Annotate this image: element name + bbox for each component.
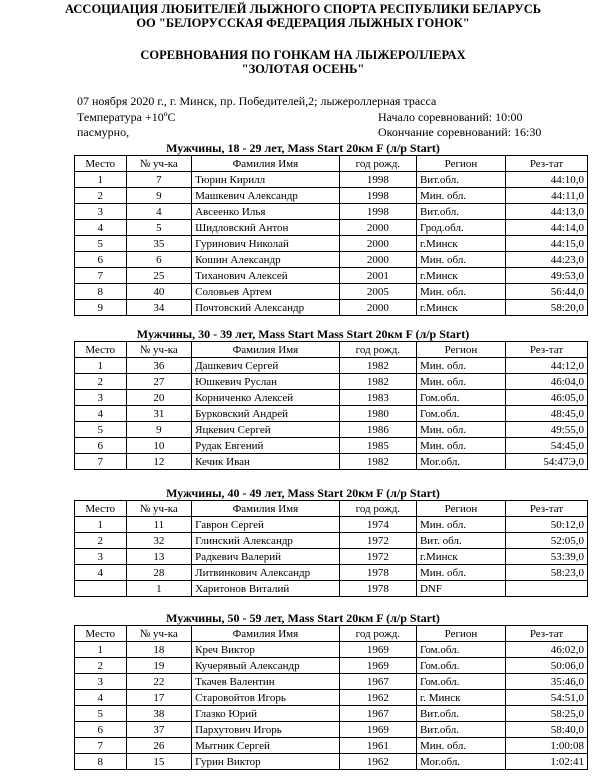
table-cell: Мин. обл. [416,422,505,438]
table-cell: 58:40,0 [505,722,587,738]
table-cell: Гом.обл. [416,658,505,674]
table-cell: 1969 [339,642,416,658]
column-header: № уч-ка [126,501,192,517]
table-cell: Авсеенко Илья [192,204,340,220]
table-row [75,284,588,300]
column-header: Фамилия Имя [192,342,340,358]
column-header: Регион [416,501,505,517]
table-cell: 2 [75,374,127,390]
table-cell: 44:11,0 [505,188,587,204]
table-cell: 25 [126,268,192,284]
table-cell: Мог.обл. [416,754,505,770]
table-cell: Гурин Виктор [192,754,340,770]
table-cell: 2 [75,658,127,674]
table-header-row [75,501,588,517]
table-row [75,252,588,268]
table-cell: г.Минск [416,236,505,252]
column-header: Место [75,501,127,517]
table-cell: 2 [75,533,127,549]
table-cell: 40 [126,284,192,300]
table-cell: 1962 [339,690,416,706]
column-header: Регион [416,342,505,358]
table-cell: 1982 [339,454,416,470]
table-cell: 49:55,0 [505,422,587,438]
table-cell: Мытник Сергей [192,738,340,754]
table-cell: г.Минск [416,549,505,565]
table-cell: Кошин Александр [192,252,340,268]
table-row [75,533,588,549]
table-cell: 7 [75,268,127,284]
table-cell: 5 [75,236,127,252]
table-cell: 6 [75,438,127,454]
table-cell: Креч Виктор [192,642,340,658]
table-cell: 44:13,0 [505,204,587,220]
table-row [75,220,588,236]
table-cell: 46:04,0 [505,374,587,390]
table-cell: 3 [75,204,127,220]
table-cell: 1962 [339,754,416,770]
table-cell: Юшкевич Руслан [192,374,340,390]
section-title: Мужчины, 50 - 59 лет, Mass Start 20км F (л/р Start) [166,611,440,625]
table-cell: DNF [416,581,505,597]
table-row [75,674,588,690]
table-row [75,581,588,597]
table-cell: 44:12,0 [505,358,587,374]
table-header-row [75,156,588,172]
table-cell: Мин. обл. [416,565,505,581]
table-cell: 53:39,0 [505,549,587,565]
table-cell: 10 [126,438,192,454]
table-cell: Радкевич Валерий [192,549,340,565]
table-cell: 12 [126,454,192,470]
column-header: № уч-ка [126,156,192,172]
table-cell: 1986 [339,422,416,438]
federation-title-line1: АССОЦИАЦИЯ ЛЮБИТЕЛЕЙ ЛЫЖНОГО СПОРТА РЕСПУБЛИКИ БЕЛАРУСЬ [64,2,541,16]
table-cell: 1983 [339,390,416,406]
table-cell: 2000 [339,300,416,316]
event-start-time: Начало соревнований: 10:00 [378,110,523,124]
table-cell: 20 [126,390,192,406]
table-cell: 1974 [339,517,416,533]
table-cell: 1978 [339,581,416,597]
table-cell: 1967 [339,706,416,722]
table-cell: Почтовский Александр [192,300,340,316]
results-table [74,625,588,770]
table-cell: 1969 [339,658,416,674]
table-cell: 9 [126,422,192,438]
column-header: Место [75,156,127,172]
table-row [75,300,588,316]
table-cell: 1998 [339,204,416,220]
table-cell: 38 [126,706,192,722]
column-header: Регион [416,626,505,642]
table-cell: 35 [126,236,192,252]
table-cell: 2005 [339,284,416,300]
results-table [74,341,588,470]
table-cell: 8 [75,754,127,770]
table-row [75,454,588,470]
table-cell: 7 [75,454,127,470]
table-cell: 1 [75,358,127,374]
table-cell: 46:02,0 [505,642,587,658]
table-cell: 1967 [339,674,416,690]
event-date-place: 07 ноября 2020 г., г. Минск, пр. Победителей,2; лыжероллерная трасса [77,94,437,108]
table-cell: Тиханович Алексей [192,268,340,284]
table-row [75,188,588,204]
table-cell: Мин. обл. [416,358,505,374]
table-row [75,390,588,406]
column-header: год рожд. [339,626,416,642]
table-cell: 1998 [339,188,416,204]
table-row [75,358,588,374]
table-cell: 4 [75,565,127,581]
federation-title-line2: ОО "БЕЛОРУССКАЯ ФЕДЕРАЦИЯ ЛЫЖНЫХ ГОНОК" [136,16,470,30]
table-cell: 1972 [339,533,416,549]
table-header-row [75,342,588,358]
column-header: Фамилия Имя [192,501,340,517]
table-cell: 13 [126,549,192,565]
table-cell: 54:51,0 [505,690,587,706]
table-cell: Мог.обл. [416,454,505,470]
table-cell: Бурковский Андрей [192,406,340,422]
table-row [75,268,588,284]
table-cell: 2000 [339,220,416,236]
results-table [74,500,588,597]
table-cell: Шидловский Антон [192,220,340,236]
table-cell: 52:05,0 [505,533,587,549]
table-cell: 7 [75,738,127,754]
table-cell: 11 [126,517,192,533]
table-cell: 58:25,0 [505,706,587,722]
table-cell: 1985 [339,438,416,454]
event-weather: пасмурно, [77,125,130,139]
table-cell: 6 [126,252,192,268]
table-cell: Вит.обл. [416,722,505,738]
table-cell: Мин. обл. [416,252,505,268]
table-cell: Глазко Юрий [192,706,340,722]
table-cell: 44:15,0 [505,236,587,252]
table-cell: Соловьев Артем [192,284,340,300]
table-cell: Гом.обл. [416,406,505,422]
column-header: Рез-тат [505,501,587,517]
table-cell: Ткачев Валентин [192,674,340,690]
table-row [75,706,588,722]
table-cell: Пархутович Игорь [192,722,340,738]
table-row [75,422,588,438]
table-cell [75,581,127,597]
table-cell: Мин. обл. [416,284,505,300]
column-header: № уч-ка [126,342,192,358]
event-end-time: Окончание соревнований: 16:30 [378,125,542,139]
table-cell: 1 [75,172,127,188]
table-row [75,754,588,770]
table-row [75,658,588,674]
table-cell: 2001 [339,268,416,284]
table-cell: 1 [75,642,127,658]
table-cell: 50:06,0 [505,658,587,674]
section-title: Мужчины, 18 - 29 лет, Mass Start 20км F (л/р Start) [166,141,440,155]
table-row [75,517,588,533]
table-row [75,438,588,454]
table-cell: г. Минск [416,690,505,706]
table-cell: 1969 [339,722,416,738]
table-row [75,549,588,565]
table-cell: 26 [126,738,192,754]
table-cell: Литвинкович Александр [192,565,340,581]
table-cell: Грод.обл. [416,220,505,236]
table-cell: 34 [126,300,192,316]
table-cell: Корниченко Алексей [192,390,340,406]
table-cell: 56:44,0 [505,284,587,300]
table-cell: 8 [75,284,127,300]
table-cell: 1982 [339,358,416,374]
table-cell: Вит.обл. [416,706,505,722]
table-cell: 28 [126,565,192,581]
table-cell: Дашкевич Сергей [192,358,340,374]
table-cell: 1972 [339,549,416,565]
table-cell: 1961 [339,738,416,754]
table-cell: 1 [126,581,192,597]
table-cell: 36 [126,358,192,374]
table-cell: Тюрин Кирилл [192,172,340,188]
table-cell: Мин. обл. [416,517,505,533]
section-title: Мужчины, 30 - 39 лет, Mass Start Mass Start 20км F (л/р Start) [136,327,470,341]
table-cell [505,581,587,597]
table-cell: 44:23,0 [505,252,587,268]
table-cell: г.Минск [416,300,505,316]
table-cell: Вит.обл. [416,172,505,188]
table-cell: 1978 [339,565,416,581]
column-header: Место [75,342,127,358]
table-row [75,722,588,738]
table-cell: Гом.обл. [416,390,505,406]
table-cell: 2000 [339,236,416,252]
table-cell: 1998 [339,172,416,188]
column-header: Рез-тат [505,626,587,642]
table-cell: 5 [126,220,192,236]
table-cell: 4 [75,220,127,236]
table-cell: Вит. обл. [416,533,505,549]
table-cell: 49:53,0 [505,268,587,284]
event-title-line2: "ЗОЛОТАЯ ОСЕНЬ" [241,62,365,76]
column-header: Фамилия Имя [192,626,340,642]
table-cell: 9 [126,188,192,204]
table-cell: 1:02:41 [505,754,587,770]
table-cell: Гаврон Сергей [192,517,340,533]
event-temperature: Температура +10ºС [77,110,176,124]
table-cell: 5 [75,422,127,438]
table-row [75,406,588,422]
table-cell: Харитонов Виталий [192,581,340,597]
table-cell: 1:00:08 [505,738,587,754]
table-cell: 32 [126,533,192,549]
table-cell: Рудак Евгений [192,438,340,454]
table-cell: 1982 [339,374,416,390]
table-cell: 5 [75,706,127,722]
table-cell: 1980 [339,406,416,422]
table-cell: 48:45,0 [505,406,587,422]
section-title: Мужчины, 40 - 49 лет, Mass Start 20км F (л/р Start) [166,486,440,500]
table-cell: 27 [126,374,192,390]
table-cell: 37 [126,722,192,738]
table-cell: 7 [126,172,192,188]
column-header: Рез-тат [505,342,587,358]
table-cell: 6 [75,252,127,268]
table-cell: Мин. обл. [416,738,505,754]
table-cell: 35:46,0 [505,674,587,690]
table-header-row [75,626,588,642]
table-cell: Мин. обл. [416,188,505,204]
table-cell: 18 [126,642,192,658]
table-row [75,236,588,252]
table-row [75,738,588,754]
table-cell: 54:47Э,0 [505,454,587,470]
table-cell: Мин. обл. [416,438,505,454]
table-cell: Гом.обл. [416,642,505,658]
table-row [75,565,588,581]
table-cell: 2 [75,188,127,204]
table-cell: 22 [126,674,192,690]
table-cell: 3 [75,674,127,690]
table-cell: 19 [126,658,192,674]
table-cell: 17 [126,690,192,706]
table-cell: Кечик Иван [192,454,340,470]
column-header: № уч-ка [126,626,192,642]
table-cell: Машкевич Александр [192,188,340,204]
table-cell: Вит.обл. [416,204,505,220]
table-cell: 50:12,0 [505,517,587,533]
table-cell: 4 [126,204,192,220]
table-cell: 15 [126,754,192,770]
table-cell: 1 [75,517,127,533]
table-cell: 6 [75,722,127,738]
column-header: год рожд. [339,156,416,172]
table-cell: Мин. обл. [416,374,505,390]
table-cell: 46:05,0 [505,390,587,406]
table-cell: 9 [75,300,127,316]
table-cell: 31 [126,406,192,422]
column-header: Фамилия Имя [192,156,340,172]
column-header: год рожд. [339,501,416,517]
table-cell: 44:10,0 [505,172,587,188]
column-header: Регион [416,156,505,172]
table-cell: 4 [75,406,127,422]
table-cell: 58:23,0 [505,565,587,581]
table-row [75,374,588,390]
event-title-line1: СОРЕВНОВАНИЯ ПО ГОНКАМ НА ЛЫЖЕРОЛЛЕРАХ [140,48,466,62]
table-cell: 3 [75,549,127,565]
column-header: Рез-тат [505,156,587,172]
table-cell: Кучерявый Александр [192,658,340,674]
table-row [75,690,588,706]
table-row [75,204,588,220]
table-cell: Старовойтов Игорь [192,690,340,706]
table-cell: 58:20,0 [505,300,587,316]
table-cell: 3 [75,390,127,406]
table-cell: 4 [75,690,127,706]
table-cell: 54:45,0 [505,438,587,454]
table-cell: Гуринович Николай [192,236,340,252]
table-cell: Гом.обл. [416,674,505,690]
column-header: год рожд. [339,342,416,358]
table-cell: 44:14,0 [505,220,587,236]
table-cell: Яцкевич Сергей [192,422,340,438]
table-row [75,172,588,188]
table-cell: 2000 [339,252,416,268]
results-table [74,155,588,316]
table-cell: г.Минск [416,268,505,284]
column-header: Место [75,626,127,642]
table-row [75,642,588,658]
table-cell: Глинский Александр [192,533,340,549]
